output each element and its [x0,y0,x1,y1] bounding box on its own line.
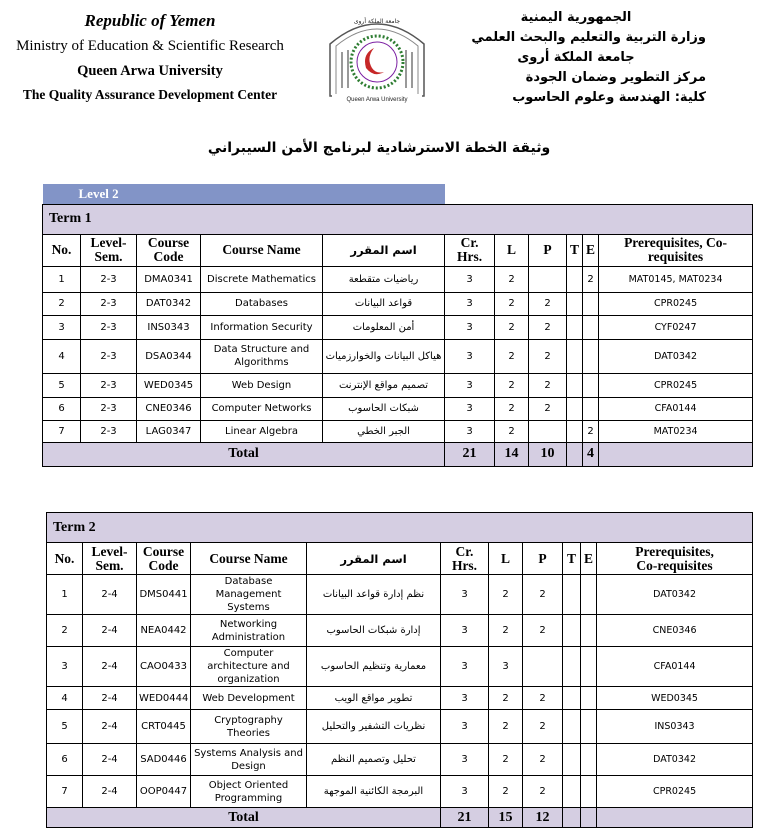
col-code-cell: DMA0341 [137,266,201,292]
col-cr-cell: 3 [441,710,489,744]
table-row [43,373,753,397]
col-code-cell: INS0343 [137,315,201,339]
col-t-cell [563,575,581,615]
col-e-cell [583,397,599,420]
col-l-header: L [495,234,529,266]
col-no-cell: 2 [47,615,83,647]
col-e-cell [581,710,597,744]
total-cr: 21 [445,442,495,466]
col-no-cell: 7 [47,776,83,808]
col-name-ar-cell: تحليل وتصميم النظم [307,744,441,776]
col-name-cell: Databases [201,292,323,315]
col-l-cell: 2 [495,397,529,420]
col-cr-cell: 3 [441,687,489,710]
col-name-ar-cell: رياضيات متقطعة [323,266,445,292]
col-p-cell: 2 [523,687,563,710]
col-prereq-cell: MAT0145, MAT0234 [599,266,753,292]
center-name: The Quality Assurance Development Center [22,87,278,102]
total-cr: 21 [441,808,489,828]
col-cr-cell: 3 [445,420,495,442]
col-t-header: T [567,234,583,266]
col-e-cell [583,292,599,315]
col-code-cell: CRT0445 [137,710,191,744]
col-prereq-cell: MAT0234 [599,420,753,442]
col-t-cell [563,687,581,710]
term2-table [46,512,753,828]
col-p-cell: 2 [529,373,567,397]
col-cr-cell: 3 [441,776,489,808]
document-title: وثيقة الخطة الاسترشادية لبرنامج الأمن السيبراني [207,140,551,156]
col-prereq-cell: CFA0144 [599,397,753,420]
col-l-header: L [489,543,523,575]
term1-title: Term 1 [43,204,753,234]
col-level-cell: 2-4 [83,615,137,647]
col-p-cell: 2 [523,575,563,615]
col-p-cell: 2 [523,615,563,647]
col-no-cell: 6 [43,397,81,420]
col-cr-cell: 3 [445,397,495,420]
col-e-cell [581,615,597,647]
country-name: Republic of Yemen [84,11,216,30]
col-t-cell [567,315,583,339]
col-l-cell: 2 [489,776,523,808]
col-prereq-cell: CPR0245 [599,292,753,315]
arabic-header [446,8,706,108]
col-name-cell: Computer Networks [201,397,323,420]
center-name-ar: مركز التطوير وضمان الجودة [525,70,706,85]
seal-bottom-text: Queen Arwa University [346,97,408,103]
col-prereq-header: Prerequisites, Co- requisites [599,234,753,266]
col-e-cell [581,744,597,776]
col-prereq-cell: CYF0247 [599,315,753,339]
col-prereq-cell: DAT0342 [597,744,753,776]
university-name: Queen Arwa University [77,63,223,79]
col-level-header: Level- Sem. [83,543,137,575]
col-name-cell: Systems Analysis and Design [191,744,307,776]
university-seal-icon [316,10,438,104]
col-cr-cell: 3 [441,575,489,615]
term2-rows [47,575,753,808]
col-t-cell [563,710,581,744]
col-cr-cell: 3 [445,315,495,339]
col-t-cell [563,744,581,776]
col-name-ar-cell: نظم إدارة قواعد البيانات [307,575,441,615]
col-p-cell [529,420,567,442]
col-level-cell: 2-4 [83,687,137,710]
col-no-cell: 5 [47,710,83,744]
col-t-cell [567,397,583,420]
col-level-cell: 2-3 [81,266,137,292]
col-no-cell: 4 [43,339,81,373]
ministry-name: Ministry of Education & Scientific Research [16,38,284,54]
english-header [0,8,300,107]
col-p-cell: 2 [529,339,567,373]
total-prereq [599,442,753,466]
col-prereq-cell: DAT0342 [597,575,753,615]
col-e-cell [581,575,597,615]
col-name-ar-cell: هياكل البيانات والخوارزميات [323,339,445,373]
table-row [47,744,753,776]
col-l-cell: 2 [489,687,523,710]
col-no-header: No. [43,234,81,266]
country-name-ar: الجمهورية اليمنية [520,10,632,25]
col-name-cell: Information Security [201,315,323,339]
level-label: Level 2 [43,184,445,204]
col-t-cell [567,292,583,315]
col-code-cell: CAO0433 [137,647,191,687]
total-t [567,442,583,466]
col-l-cell: 2 [489,575,523,615]
col-level-cell: 2-3 [81,339,137,373]
table-header-row [43,234,753,266]
col-prereq-cell: CPR0245 [599,373,753,397]
col-t-cell [567,373,583,397]
col-name-cell: Web Development [191,687,307,710]
col-name-cell: Computer architecture and organization [191,647,307,687]
col-code-cell: LAG0347 [137,420,201,442]
col-no-cell: 3 [47,647,83,687]
col-name-cell: Object Oriented Programming [191,776,307,808]
col-name-ar-cell: إدارة شبكات الحاسوب [307,615,441,647]
col-e-header: E [581,543,597,575]
col-prereq-cell: INS0343 [597,710,753,744]
col-code-cell: OOP0447 [137,776,191,808]
col-p-cell: 2 [523,710,563,744]
col-prereq-cell: CPR0245 [597,776,753,808]
col-cr-cell: 3 [445,339,495,373]
col-cr-cell: 3 [445,266,495,292]
total-l: 15 [489,808,523,828]
col-t-cell [563,647,581,687]
table-row [47,776,753,808]
col-level-cell: 2-4 [83,710,137,744]
total-p: 12 [523,808,563,828]
table-header-row [47,543,753,575]
table-row [43,420,753,442]
table-row [47,647,753,687]
table-row [43,339,753,373]
col-name-ar-header: اسم المقرر [323,234,445,266]
col-prereq-cell: CNE0346 [597,615,753,647]
col-level-cell: 2-3 [81,373,137,397]
col-name-ar-cell: أمن المعلومات [323,315,445,339]
col-e-cell [581,687,597,710]
col-name-ar-cell: قواعد البيانات [323,292,445,315]
col-t-cell [567,266,583,292]
col-e-cell [583,373,599,397]
col-name-ar-cell: تصميم مواقع الإنترنت [323,373,445,397]
total-p: 10 [529,442,567,466]
col-name-cell: Database Management Systems [191,575,307,615]
col-prereq-cell: CFA0144 [597,647,753,687]
table-row [47,615,753,647]
table-row [47,710,753,744]
col-name-ar-cell: شبكات الحاسوب [323,397,445,420]
col-name-cell: Discrete Mathematics [201,266,323,292]
col-e-header: E [583,234,599,266]
col-level-header: Level- Sem. [81,234,137,266]
col-level-cell: 2-4 [83,647,137,687]
col-code-cell: DAT0342 [137,292,201,315]
col-level-cell: 2-3 [81,397,137,420]
faculty-name-ar: كلية: الهندسة وعلوم الحاسوب [512,90,706,105]
col-name-cell: Data Structure and Algorithms [201,339,323,373]
col-no-cell: 1 [47,575,83,615]
col-no-cell: 1 [43,266,81,292]
col-cr-cell: 3 [445,292,495,315]
col-name-cell: Networking Administration [191,615,307,647]
total-label: Total [43,442,445,466]
col-l-cell: 2 [489,710,523,744]
term1-table [42,184,753,467]
col-l-cell: 2 [489,615,523,647]
col-name-ar-cell: تطوير مواقع الويب [307,687,441,710]
col-cr-header: Cr. Hrs. [445,234,495,266]
col-prereq-header: Prerequisites, Co-requisites [597,543,753,575]
col-e-cell [583,339,599,373]
col-p-cell [529,266,567,292]
col-level-cell: 2-3 [81,292,137,315]
col-t-cell [567,420,583,442]
col-name-ar-cell: نظريات التشفير والتحليل [307,710,441,744]
col-p-cell: 2 [523,776,563,808]
col-name-cell: Web Design [201,373,323,397]
col-p-cell: 2 [523,744,563,776]
total-row [43,442,753,466]
col-name-ar-cell: البرمجة الكائنية الموجهة [307,776,441,808]
table-row [43,266,753,292]
col-no-cell: 7 [43,420,81,442]
col-name-ar-cell: معمارية وتنظيم الحاسوب [307,647,441,687]
col-level-cell: 2-4 [83,744,137,776]
seal-top-text: جامعة الملكة أروى [353,18,401,25]
col-prereq-cell: WED0345 [597,687,753,710]
col-l-cell: 2 [495,315,529,339]
col-name-header: Course Name [191,543,307,575]
col-no-header: No. [47,543,83,575]
col-t-header: T [563,543,581,575]
col-l-cell: 2 [495,420,529,442]
col-p-cell: 2 [529,315,567,339]
col-p-cell [523,647,563,687]
table-row [47,575,753,615]
col-cr-cell: 3 [445,373,495,397]
col-e-cell [581,647,597,687]
col-level-cell: 2-3 [81,420,137,442]
col-no-cell: 5 [43,373,81,397]
ministry-name-ar: وزارة التربية والتعليم والبحث العلمي [471,30,706,45]
col-name-ar-header: اسم المقرر [307,543,441,575]
col-p-cell: 2 [529,292,567,315]
col-e-cell [583,315,599,339]
table-row [47,687,753,710]
table-row [43,397,753,420]
col-name-header: Course Name [201,234,323,266]
col-no-cell: 2 [43,292,81,315]
col-code-header: Course Code [137,543,191,575]
col-name-cell: Cryptography Theories [191,710,307,744]
col-no-cell: 3 [43,315,81,339]
col-code-cell: SAD0446 [137,744,191,776]
col-code-cell: DSA0344 [137,339,201,373]
col-code-cell: WED0444 [137,687,191,710]
table-row [43,292,753,315]
col-no-cell: 6 [47,744,83,776]
col-l-cell: 2 [495,292,529,315]
col-e-cell [581,776,597,808]
col-l-cell: 2 [489,744,523,776]
term2-title: Term 2 [47,513,753,543]
university-name-ar: جامعة الملكة أروى [517,50,635,65]
col-l-cell: 3 [489,647,523,687]
col-code-cell: DMS0441 [137,575,191,615]
col-level-cell: 2-4 [83,776,137,808]
col-t-cell [563,615,581,647]
col-no-cell: 4 [47,687,83,710]
col-level-cell: 2-4 [83,575,137,615]
col-code-cell: CNE0346 [137,397,201,420]
total-label: Total [47,808,441,828]
term1-rows [43,266,753,442]
col-code-cell: NEA0442 [137,615,191,647]
col-name-ar-cell: الجبر الخطي [323,420,445,442]
col-l-cell: 2 [495,373,529,397]
col-l-cell: 2 [495,266,529,292]
col-cr-header: Cr. Hrs. [441,543,489,575]
col-e-cell: 2 [583,420,599,442]
total-l: 14 [495,442,529,466]
col-p-header: P [523,543,563,575]
col-prereq-cell: DAT0342 [599,339,753,373]
col-cr-cell: 3 [441,615,489,647]
col-code-header: Course Code [137,234,201,266]
col-p-header: P [529,234,567,266]
col-code-cell: WED0345 [137,373,201,397]
col-cr-cell: 3 [441,647,489,687]
total-e: 4 [583,442,599,466]
col-t-cell [567,339,583,373]
col-p-cell: 2 [529,397,567,420]
col-level-cell: 2-3 [81,315,137,339]
col-l-cell: 2 [495,339,529,373]
col-e-cell: 2 [583,266,599,292]
table-row [43,315,753,339]
col-name-cell: Linear Algebra [201,420,323,442]
col-t-cell [563,776,581,808]
col-cr-cell: 3 [441,744,489,776]
